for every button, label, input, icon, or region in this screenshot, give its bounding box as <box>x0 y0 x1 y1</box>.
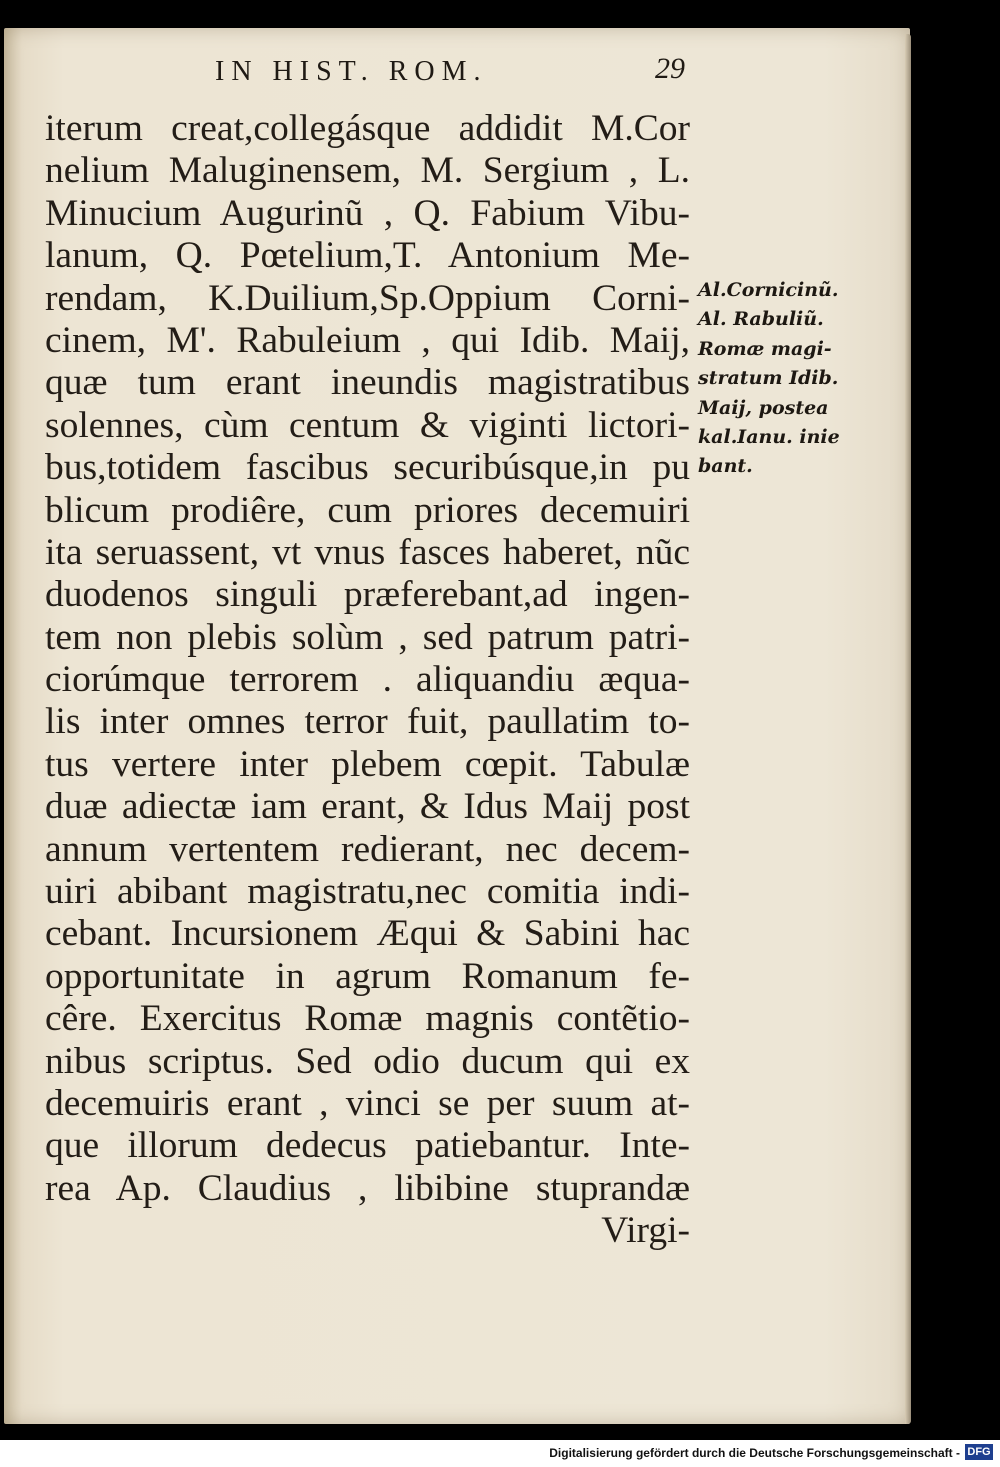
text-line: opportunitate in agrum Romanum fe- <box>45 955 690 997</box>
text-line: duæ adiectæ iam erant, & Idus Maij post <box>45 786 690 828</box>
text-line: cinem, M'. Rabuleium , qui Idib. Maij, <box>45 319 690 361</box>
text-line: rea Ap. Claudius , libibine stuprandæ <box>45 1167 690 1209</box>
marginal-note-line: bant. <box>698 455 753 478</box>
text-line: tem non plebis solùm , sed patrum patri- <box>45 616 690 658</box>
text-line: que illorum dedecus patiebantur. Inte- <box>45 1125 690 1167</box>
funding-credit: Digitalisierung gefördert durch die Deutsche Forschungsgemeinschaft - <box>549 1446 960 1460</box>
text-line: uiri abibant magistratu,nec comitia indi- <box>45 871 690 913</box>
text-line: decemuiris erant , vinci se per suum at- <box>45 1082 690 1124</box>
text-line: lanum, Q. Pœtelium,T. Antonium Me- <box>45 235 690 277</box>
page-header <box>215 52 685 92</box>
marginal-note-line: stratum Idib. <box>698 367 839 390</box>
main-text-block <box>45 108 690 1253</box>
text-line: cêre. Exercitus Romæ magnis contẽtio- <box>45 998 690 1040</box>
text-line: annum vertentem redierant, nec decem- <box>45 828 690 870</box>
text-line: duodenos singuli præferebant,ad ingen- <box>45 574 690 616</box>
text-line: bus,totidem fascibus securibúsque,in pu <box>45 447 690 489</box>
text-line: tus vertere inter plebem cœpit. Tabulæ <box>45 743 690 785</box>
text-line: iterum creat,collegásque addidit M.Cor <box>45 108 690 149</box>
dfg-logo: DFG <box>965 1444 993 1460</box>
page-edge <box>905 34 911 1424</box>
text-line: nelium Maluginensem, M. Sergium , L. <box>45 150 690 192</box>
marginal-note-line: Al. Rabuliũ. <box>698 308 824 331</box>
text-line: quæ tum erant ineundis magistratibus <box>45 362 690 404</box>
footer-bar <box>0 1440 1000 1467</box>
text-line: Virgi- <box>601 1210 690 1252</box>
text-line: rendam, K.Duilium,Sp.Oppium Corni- <box>45 277 690 319</box>
text-line: lis inter omnes terror fuit, paullatim to- <box>45 701 690 743</box>
text-line: ita seruassent, vt vnus fasces haberet, nũc <box>45 531 690 573</box>
marginal-note-line: Al.Cornicinũ. <box>698 279 839 301</box>
running-head: IN HIST. ROM. <box>215 56 488 87</box>
marginal-note-line: Romæ magi- <box>698 337 832 360</box>
page-number: 29 <box>655 52 685 85</box>
marginal-note-line: kal.Ianu. inie <box>698 426 840 449</box>
text-line: ciorúmque terrorem . aliquandiu æqua- <box>45 659 690 701</box>
text-line: solennes, cùm centum & viginti lictori- <box>45 404 690 446</box>
text-line: cebant. Incursionem Æqui & Sabini hac <box>45 913 690 955</box>
text-line: blicum prodiêre, cum priores decemuiri <box>45 489 690 531</box>
text-line: Minucium Augurinũ , Q. Fabium Vibu- <box>45 192 690 234</box>
text-line: nibus scriptus. Sed odio ducum qui ex <box>45 1040 690 1082</box>
marginal-note-line: Maij, postea <box>698 396 829 419</box>
marginal-note <box>698 276 898 482</box>
